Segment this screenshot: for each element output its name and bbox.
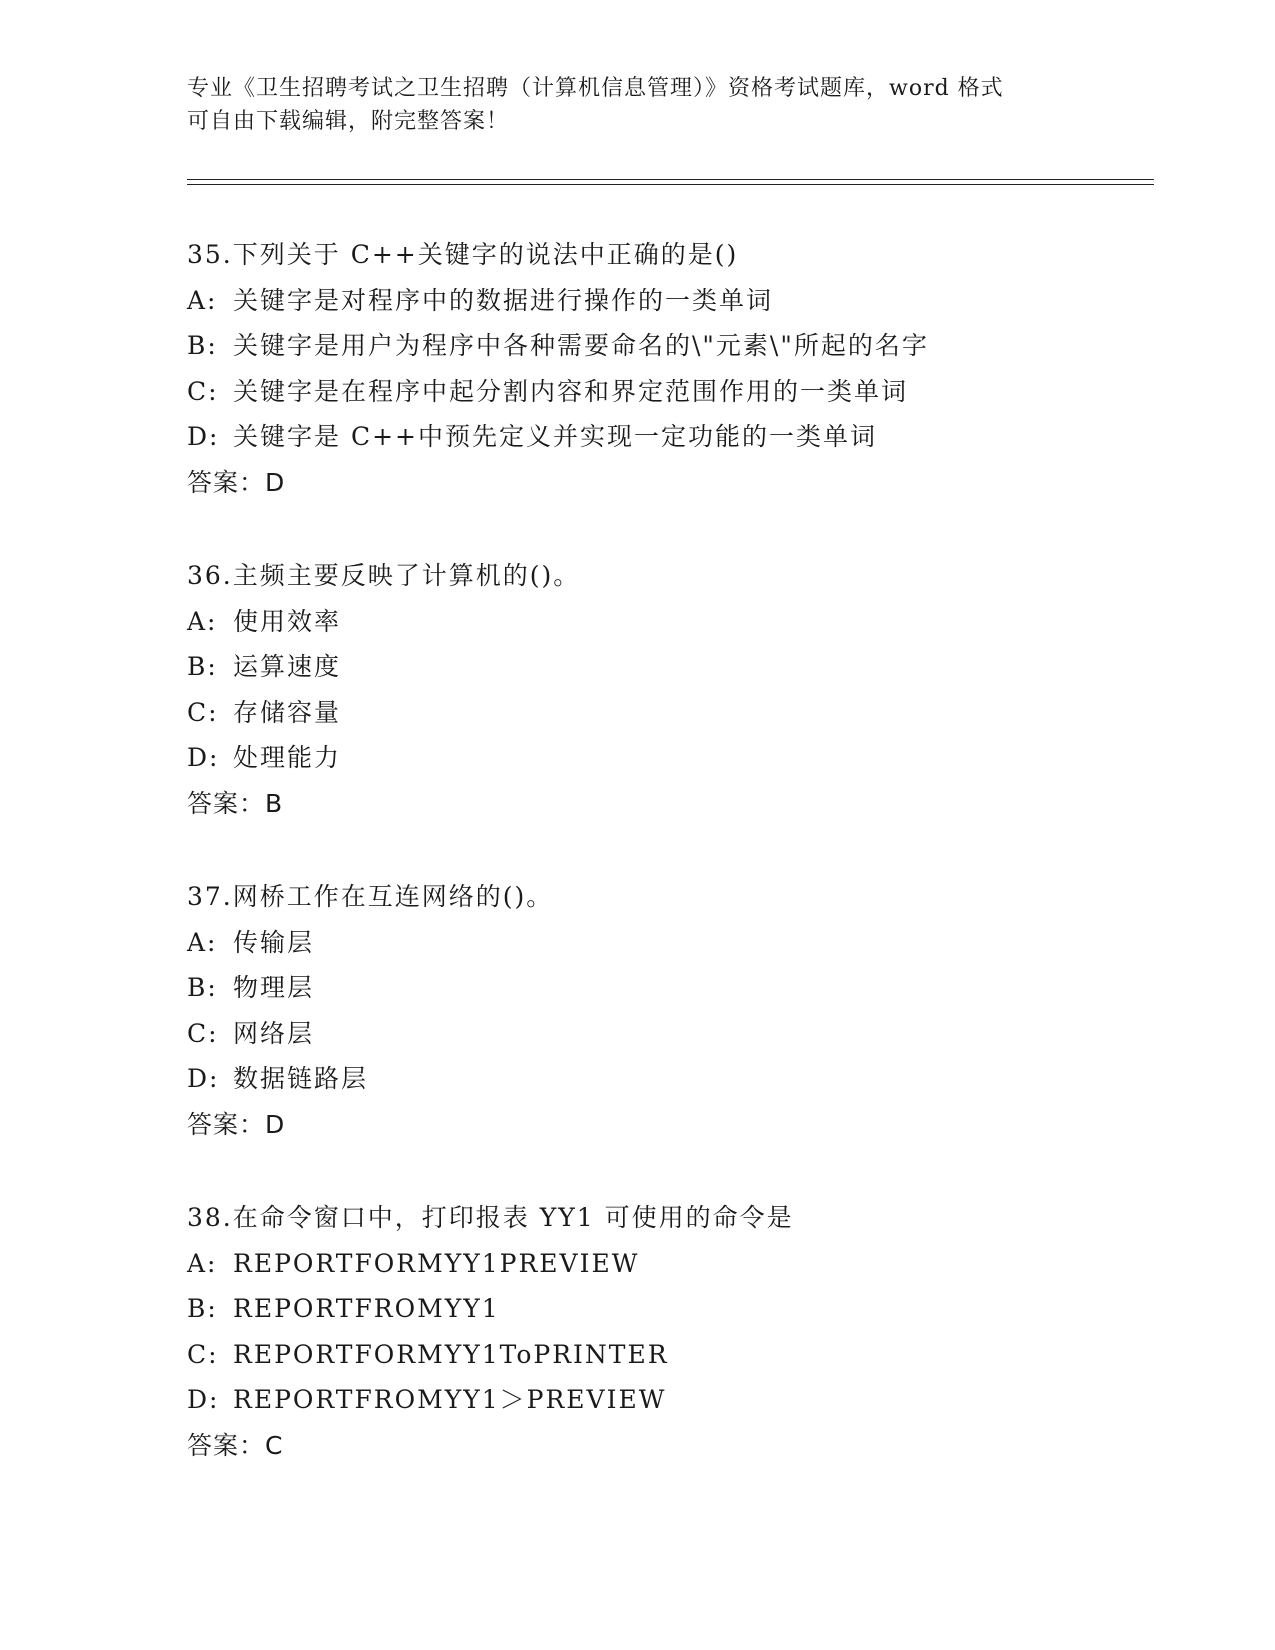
option-text: 网络层 xyxy=(233,1018,315,1048)
option-d xyxy=(187,735,1137,781)
question-stem: 36.主频主要反映了计算机的()。 xyxy=(187,561,581,590)
question-36 xyxy=(187,553,1137,826)
option-d xyxy=(187,414,1137,460)
option-text: REPORTFORMYY1ToPRINTER xyxy=(233,1339,669,1369)
option-c xyxy=(187,1332,1137,1378)
option-d xyxy=(187,1377,1137,1423)
option-key: A: xyxy=(187,606,218,636)
question-37 xyxy=(187,874,1137,1147)
option-b xyxy=(187,323,1137,369)
option-text: 关键字是用户为程序中各种需要命名的\"元素\"所起的名字 xyxy=(233,331,929,360)
option-key: B: xyxy=(187,331,218,360)
option-a xyxy=(187,920,1137,966)
option-text: 使用效率 xyxy=(233,606,342,636)
header-line-2: 可自由下载编辑，附完整答案！ xyxy=(187,109,510,134)
option-text: 关键字是对程序中的数据进行操作的一类单词 xyxy=(233,285,774,315)
option-c xyxy=(187,369,1137,415)
option-text: REPORTFROMYY1 xyxy=(233,1294,500,1323)
option-key: A: xyxy=(187,285,218,315)
option-text: 处理能力 xyxy=(233,743,342,772)
option-key: A: xyxy=(187,927,218,957)
option-key: C: xyxy=(187,1339,219,1369)
option-text: 关键字是在程序中起分割内容和界定范围作用的一类单词 xyxy=(233,376,909,406)
option-text: REPORTFORMYY1PREVIEW xyxy=(233,1248,640,1278)
option-key: B: xyxy=(187,1294,218,1323)
question-stem: 35.下列关于 C++关键字的说法中正确的是() xyxy=(187,240,739,269)
answer-line: 答案：C xyxy=(187,1430,284,1460)
option-key: C: xyxy=(187,376,219,406)
option-key: D: xyxy=(187,1385,220,1414)
option-a xyxy=(187,278,1137,324)
option-text: REPORTFROMYY1＞PREVIEW xyxy=(233,1385,667,1414)
option-c xyxy=(187,1011,1137,1057)
header-line-1: 专业《卫生招聘考试之卫生招聘（计算机信息管理）》资格考试题库，word 格式 xyxy=(187,76,1004,101)
question-35 xyxy=(187,232,1137,505)
question-list xyxy=(187,232,1137,1516)
option-text: 运算速度 xyxy=(233,652,342,681)
header-divider-bottom xyxy=(187,184,1154,185)
option-b xyxy=(187,965,1137,1011)
option-key: C: xyxy=(187,1018,219,1048)
option-b xyxy=(187,1286,1137,1332)
option-text: 物理层 xyxy=(233,973,315,1002)
question-stem: 37.网桥工作在互连网络的()。 xyxy=(187,882,554,911)
option-text: 数据链路层 xyxy=(233,1064,369,1093)
option-key: B: xyxy=(187,973,218,1002)
option-key: D: xyxy=(187,422,220,451)
option-a xyxy=(187,1241,1137,1287)
answer-line: 答案：D xyxy=(187,1109,286,1139)
answer-line: 答案：D xyxy=(187,467,286,497)
option-key: C: xyxy=(187,697,219,727)
answer-line: 答案：B xyxy=(187,788,284,818)
option-text: 关键字是 C++中预先定义并实现一定功能的一类单词 xyxy=(233,422,877,451)
option-a xyxy=(187,599,1137,645)
document-header xyxy=(187,72,1087,138)
option-c xyxy=(187,690,1137,736)
option-key: A: xyxy=(187,1248,218,1278)
option-d xyxy=(187,1056,1137,1102)
option-key: D: xyxy=(187,743,220,772)
option-key: B: xyxy=(187,652,218,681)
option-key: D: xyxy=(187,1064,220,1093)
option-text: 存储容量 xyxy=(233,697,342,727)
question-38 xyxy=(187,1195,1137,1468)
question-stem: 38.在命令窗口中，打印报表 YY1 可使用的命令是 xyxy=(187,1203,794,1232)
option-text: 传输层 xyxy=(233,927,315,957)
option-b xyxy=(187,644,1137,690)
header-divider-top xyxy=(187,179,1154,180)
